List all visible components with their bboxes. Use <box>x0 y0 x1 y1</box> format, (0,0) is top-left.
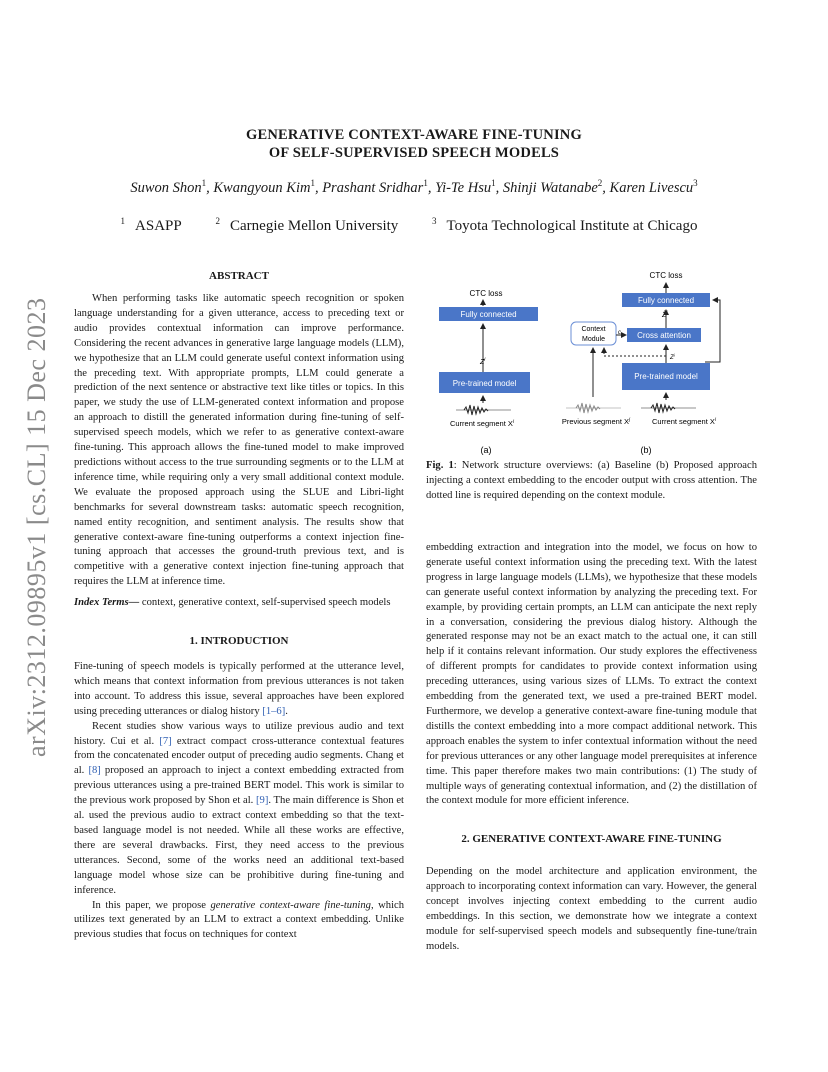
author-list: Suwon Shon$^1$, Kwangyoun Kim$^1$, Prashant Sridhar$^1$, Yi-Te Hsu$^1$, Shinji Watanabe$^2$, Karen Livescu$^3$ <box>130 178 698 196</box>
affiliation: $^1$ ASAPP <box>120 216 182 234</box>
panel-a-label: (a) <box>480 445 492 455</box>
svg-text:Cross attention: Cross attention <box>637 331 691 340</box>
zhat-label: Ẑ$^i$ <box>662 310 668 319</box>
abstract-heading: ABSTRACT <box>209 270 269 282</box>
author: Karen Livescu$^3$ <box>609 178 698 196</box>
z-label: $Z^i$ <box>670 353 675 361</box>
figure-1-caption: Fig. 1: Network structure overviews: (a) Baseline (b) Proposed approach injecting a context embedding to the encoder output with cross attention. The dotted line is required depending on the context module. <box>426 460 757 501</box>
svg-text:Module: Module <box>582 336 605 343</box>
paper-title <box>0 126 828 162</box>
ctc-loss-label: CTC loss <box>649 271 683 280</box>
author: Suwon Shon$^1$ <box>130 178 207 196</box>
affiliation: $^2$ Carnegie Mellon University <box>215 216 399 234</box>
svg-text:Fully connected: Fully connected <box>460 310 517 319</box>
citation-link[interactable]: [8] <box>88 765 101 777</box>
panel-b-label: (b) <box>640 445 652 455</box>
author: Yi-Te Hsu$^1$ <box>435 178 496 196</box>
section-2-paragraph: Depending on the model architecture and application environment, the approach to incorporating context information can vary. However, the general concept involves injecting context embedding to the current audio embeddings. In this section, we demonstrate how we integrate a context module for self-supervised speech models and subsequently fine-tune/train models. <box>426 866 757 952</box>
author: Prashant Sridhar$^1$ <box>322 178 428 196</box>
z-label: $Z^i$ <box>480 357 486 366</box>
previous-segment-label: Previous segment $X^j$ <box>561 417 631 426</box>
current-waveform-icon <box>456 405 511 415</box>
citation-link[interactable]: [7] <box>159 735 172 747</box>
citation-link[interactable]: [9] <box>256 795 269 807</box>
intro-paragraph-3: In this paper, we propose generative context-aware fine-tuning, which utilizes text generated by an LLM to extract a context embedding. Unlike previous studies that focus on techniques for context <box>74 899 405 941</box>
current-waveform-icon <box>641 403 696 413</box>
section-2-heading: 2. GENERATIVE CONTEXT-AWARE FINE-TUNING <box>461 833 722 846</box>
current-segment-label: Current segment $X^i$ <box>449 419 515 428</box>
citation-link[interactable]: [1–6] <box>262 705 286 717</box>
dotted-connection <box>604 348 666 356</box>
arxiv-stamp: arXiv:2312.09895v1 [cs.CL] 15 Dec 2023 <box>22 297 51 757</box>
svg-text:Pre-trained model: Pre-trained model <box>452 379 517 388</box>
author: Shinji Watanabe$^2$ <box>502 178 603 196</box>
affiliation: $^3$ Toyota Technological Institute at Chicago <box>432 216 698 234</box>
figure-panel-b <box>562 271 720 455</box>
current-segment-label: Current segment $X^i$ <box>651 417 717 426</box>
svg-text:Pre-trained model: Pre-trained model <box>634 372 698 381</box>
abstract-text: When performing tasks like automatic speech recognition or spoken language understanding for a given utterance, access to preceding text or audio provides contextual information can improve performance. Considering the recent advances in generative large language models (LLM), we hypothesize that an LLM could generate useful context information using the preceding text. With appropriate prompts, LLM could generate a prediction of the next sentence or abstractive text like titles or topics. In this paper, we study the use of LLM-generated context information and propose an approach to distill the generated information during fine-tuning of self-supervised speech models, which we refer to as generative context-aware fine-tuning. This approach allows the fine-tuned model to make improved predictions without access to the true surrounding segments or to the LLM at inference time, while requiring only a very small additional context module. We evaluate the proposed approach using the SLUE and Libri-light benchmarks for several downstream tasks: automatic speech recognition, named entity recognition, and sentiment analysis. The results show that generative context-aware fine-tuning outperforms a context injection fine-tuning approach that accesses the ground-truth previous text, and is competitive with a generative context injection fine-tuning approach that requires the LLM at inference time. <box>74 293 404 588</box>
title-line-2: OF SELF-SUPERVISED SPEECH MODELS <box>268 145 560 161</box>
svg-text:Fully connected: Fully connected <box>637 296 695 305</box>
right-column <box>426 541 757 955</box>
intro-paragraph-1: Fine-tuning of speech models is typically performed at the utterance level, which means that context information from previous utterances is not taken into account. To address this issue, several approaches have been explored using preceding utterances or dialog history [1–6]. <box>74 661 404 717</box>
title-line-1: GENERATIVE CONTEXT-AWARE FINE-TUNING <box>246 127 582 143</box>
intro-paragraph-2: Recent studies show various ways to utilize previous audio and text history. Cui et al. [7] extract compact cross-utterance contextual features from the concatenated encoder output of preceding audio segments. Chang et al. [8] proposed an approach to inject a context embedding extracted from previous utterances using a pre-trained BERT model. This work is similar to the previous work proposed by Shon et al. [9]. The main difference is Shon et al. used the previous audio to extract context embedding so that the text-based language model is not needed. While all these works are effective, there are several drawbacks. First, they need access to the previous utterances. Second, some of the works need an additional text-based language model whose size can be prohibitive during fine-tuning and inference. <box>74 720 404 896</box>
left-column <box>74 270 404 943</box>
svg-text:Context: Context <box>581 326 606 333</box>
intro-heading: 1. INTRODUCTION <box>189 635 289 648</box>
figure-panel-a <box>439 289 538 455</box>
index-terms: Index Terms— context, generative context, self-supervised speech models <box>74 597 391 609</box>
intro-paragraph-4: embedding extraction and integration into the model, we focus on how to generate useful context information using the preceding text. With the latest progress in large language models (LLMs), we hypothesize that these models can generate useful context information by analyzing the preceding text. For example, by providing certain prompts, an LLM can anticipate the next reply in a conversation, considering the previous dialog history. Although the generated response may not be an exact match to the actual one, it can still help if it contains relevant information. Our study explores the effectiveness of different prompts for candidates to provide context information using preceding utterances, using various sizes of LLMs. To extract the context embedding from the generated text, we used a pre-trained BERT model. Furthermore, we develop a generative context-aware fine-tuning module that distills the context embedding into a more compact additional network. This approach enables the system to infer contextual information without the need for previous utterances or any other language model prerequisites at inference time. This paper therefore makes two main contributions: (1) The study of multiple ways of generating contextual information, and (2) the distillation of the context module for more efficient inference. <box>426 542 757 807</box>
affiliation-list <box>0 216 828 235</box>
figure-1-diagram <box>426 262 760 458</box>
context-embedding-label: c <box>618 330 621 336</box>
previous-waveform-icon <box>566 403 621 413</box>
author: Kwangyoun Kim$^1$ <box>213 178 315 196</box>
ctc-loss-label: CTC loss <box>469 289 503 298</box>
